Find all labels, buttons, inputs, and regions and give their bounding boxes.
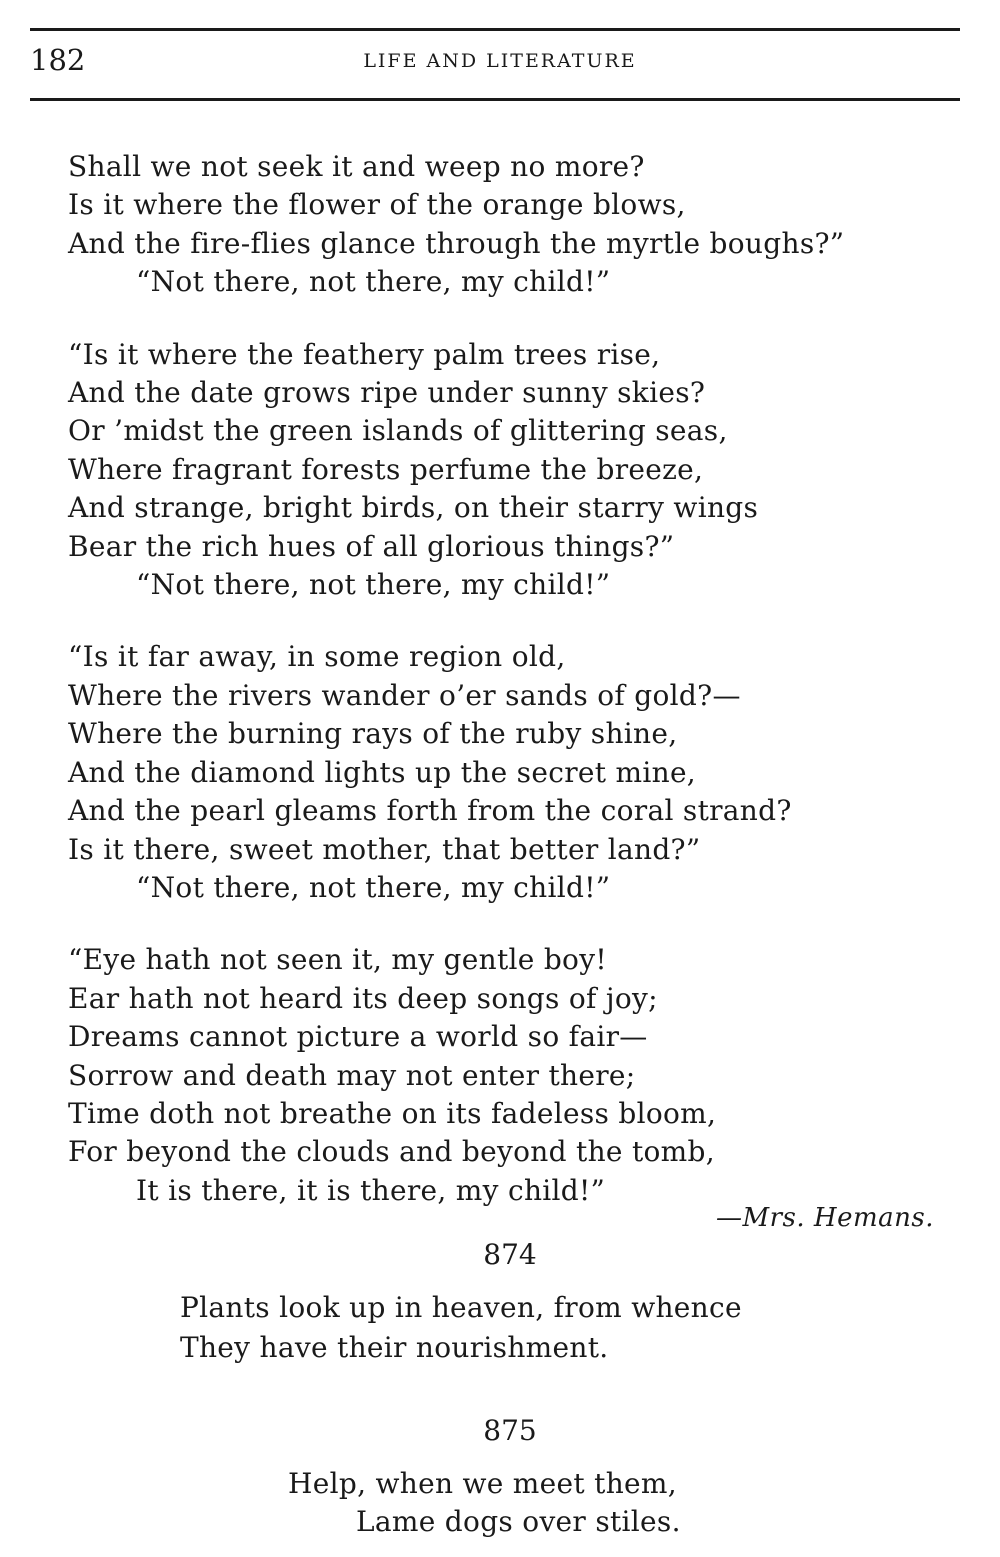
poem-line: “Is it where the feathery palm trees rise, (68, 337, 661, 371)
poem-line: Ear hath not heard its deep songs of joy; (68, 981, 658, 1015)
entry-874-line: They have their nourishment. (180, 1331, 609, 1364)
stanza-4 (68, 941, 968, 1210)
header-rule-top (30, 28, 960, 31)
poem-line: And the diamond lights up the secret mine, (68, 755, 697, 789)
stanza-3 (68, 638, 968, 907)
poem-refrain: “Not there, not there, my child!” (136, 265, 611, 299)
header-rule-bottom (30, 98, 960, 101)
poem-line: “Eye hath not seen it, my gentle boy! (68, 943, 607, 977)
stanza-1 (68, 148, 968, 302)
page-number: 182 (30, 43, 86, 77)
poem-line: Where the burning rays of the ruby shine, (68, 717, 678, 751)
poem-refrain: It is there, it is there, my child!” (136, 1173, 606, 1207)
poem (68, 148, 968, 1244)
poem-line: Sorrow and death may not enter there; (68, 1058, 636, 1092)
entry-number-875: 875 (483, 1414, 537, 1447)
poem-line: Shall we not seek it and weep no more? (68, 150, 645, 183)
poem-line: Bear the rich hues of all glorious things?” (68, 529, 675, 563)
entry-875-line: Help, when we meet them, (288, 1467, 677, 1500)
poem-line: Where fragrant forests perfume the breeze, (68, 452, 704, 486)
poem-line: “Is it far away, in some region old, (68, 640, 566, 674)
poem-line: For beyond the clouds and beyond the tomb, (68, 1135, 715, 1169)
poem-line: Dreams cannot picture a world so fair— (68, 1020, 648, 1054)
entry-number-874: 874 (483, 1238, 537, 1271)
poem-line: Time doth not breathe on its fadeless bloom, (68, 1096, 717, 1130)
entry-874-line: Plants look up in heaven, from whence (180, 1291, 742, 1324)
poem-attribution: —Mrs. Hemans. (716, 1203, 934, 1233)
poem-line: And strange, bright birds, on their starry wings (68, 491, 759, 525)
poem-line: Where the rivers wander o’er sands of gold?— (68, 678, 741, 712)
poem-line: Is it there, sweet mother, that better land?” (68, 832, 701, 866)
stanza-2 (68, 336, 968, 605)
poem-line: Is it where the flower of the orange blows, (68, 188, 686, 222)
poem-line: Or ’midst the green islands of glittering seas, (68, 414, 728, 448)
running-title: LIFE AND LITERATURE (363, 50, 637, 72)
entry-875-line: Lame dogs over stiles. (356, 1505, 681, 1538)
poem-line: And the date grows ripe under sunny skies? (68, 376, 706, 410)
poem-refrain: “Not there, not there, my child!” (136, 568, 611, 602)
poem-refrain: “Not there, not there, my child!” (136, 870, 611, 904)
poem-line: And the pearl gleams forth from the coral strand? (68, 794, 792, 828)
poem-line: And the fire-flies glance through the myrtle boughs?” (68, 226, 845, 260)
